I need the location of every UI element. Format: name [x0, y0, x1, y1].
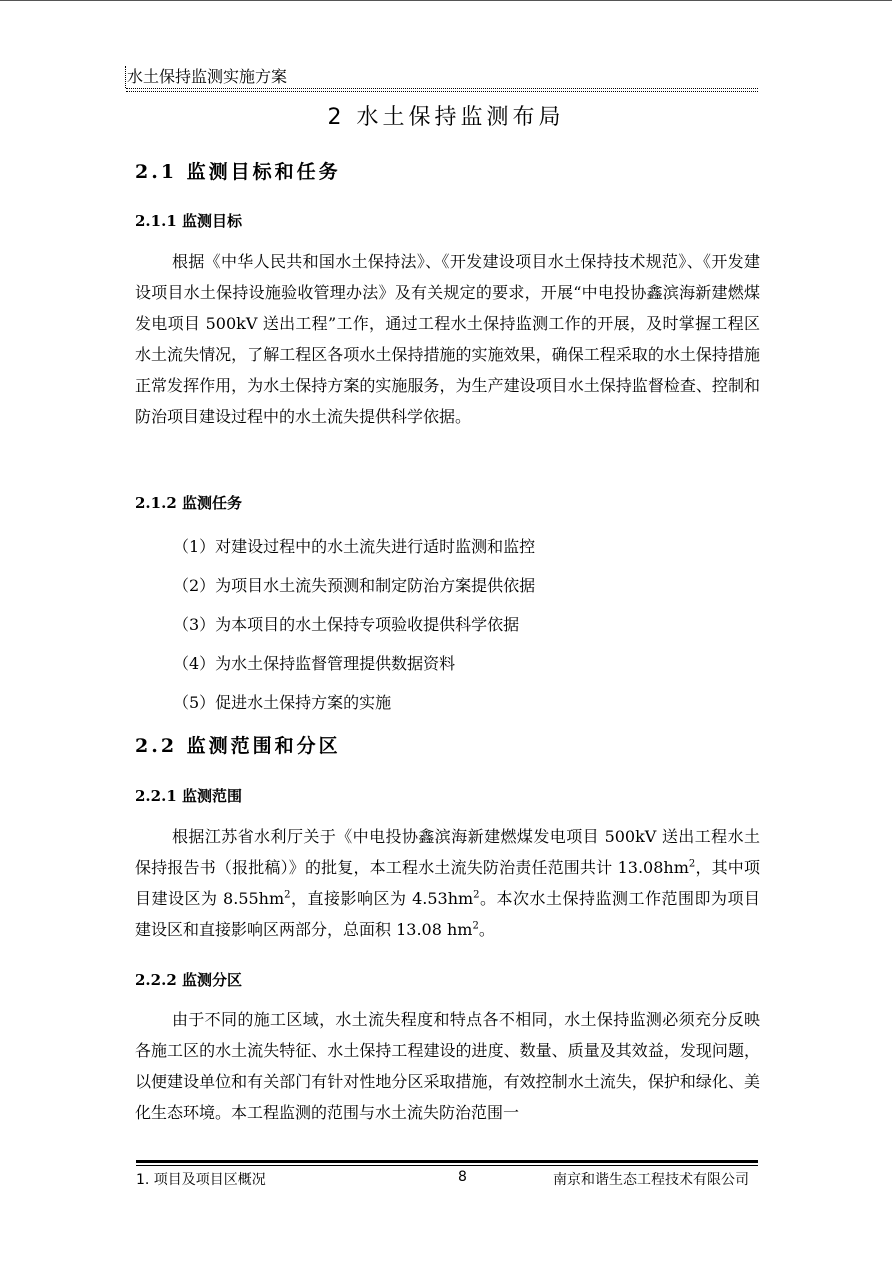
task-list-item: （4）为水土保持监督管理提供数据资料 [173, 654, 456, 673]
subsection-heading-2-2-1: 2.2.1 监测范围 [135, 787, 242, 805]
superscript: 2 [688, 858, 696, 870]
chapter-title: 2 水土保持监测布局 [327, 105, 565, 130]
paragraph-monitoring-goal: 根据《中华人民共和国水土保持法》、《开发建设项目水土保持技术规范》、《开发建设项目水土保持设施验收管理办法》及有关规定的要求，开展“中电投协鑫滨海新建燃煤发电项目 500kV 送出工程”工作，通过工程水土保持监测工作的开展，及时掌握工程区水土流失情况，了解工程区各项水土保持措施的实施效果，确保工程采取的水土保持措施正常发挥作用，为水土保持方案的实施服务，为生产建设项目水土保持监督检查、控制和防治项目建设过程中的水土流失提供科学依据。 [135, 252, 760, 426]
footer-chapter-label: 1. 项目及项目区概况 [136, 1172, 266, 1188]
scope-text-part: 。 [478, 920, 495, 939]
section-heading-2-1: 2.1 监测目标和任务 [135, 161, 341, 183]
footer-rule-thick [136, 1160, 758, 1163]
page-number: 8 [458, 1169, 467, 1185]
subsection-heading-2-1-1: 2.1.1 监测目标 [135, 212, 242, 230]
superscript: 2 [284, 889, 291, 901]
scope-text-part: 根据江苏省水利厅关于《中电投协鑫滨海新建燃煤发电项目 500kV 送出工程水土保持报告书（报批稿）》的批复，本工程水土流失防治责任范围共计 13.08hm [135, 827, 760, 877]
header-rule [126, 88, 758, 89]
header-rule-secondary [126, 91, 758, 92]
paragraph-monitoring-zones: 由于不同的施工区域，水土流失程度和特点各不相同，水土保持监测必须充分反映各施工区的水土流失特征、水土保持工程建设的进度、数量、质量及其效益，发现问题，以便建设单位和有关部门有针对性地分区采取措施，有效控制水土流失，保护和绿化、美化生态环境。本工程监测的范围与水土流失防治范围一 [135, 1010, 760, 1122]
footer-rule-thin [136, 1165, 758, 1166]
task-list-item: （3）为本项目的水土保持专项验收提供科学依据 [173, 615, 520, 634]
task-list-item: （2）为项目水土流失预测和制定防治方案提供依据 [173, 576, 536, 595]
task-list-item: （1）对建设过程中的水土流失进行适时监测和监控 [173, 537, 536, 556]
scope-text-part: ，直接影响区为 4.53hm [290, 889, 474, 908]
section-heading-2-2: 2.2 监测范围和分区 [135, 735, 341, 757]
superscript: 2 [472, 920, 479, 932]
scope-text-part: ，其中项目建设区为 8.55hm [135, 858, 760, 908]
subsection-heading-2-2-2: 2.2.2 监测分区 [135, 971, 242, 989]
scope-text-part: 。本次水土保持监测工作范围即为项目建设区和直接影响区两部分，总面积 13.08 hm [135, 889, 760, 939]
header-margin-mark [125, 66, 126, 88]
paragraph-monitoring-scope [135, 821, 760, 945]
footer-company-name: 南京和谐生态工程技术有限公司 [553, 1172, 749, 1188]
running-header-title: 水土保持监测实施方案 [127, 67, 288, 86]
subsection-heading-2-1-2: 2.1.2 监测任务 [135, 494, 242, 512]
task-list-item: （5）促进水土保持方案的实施 [173, 693, 392, 712]
page-top-border [0, 0, 892, 1]
superscript: 2 [473, 889, 480, 901]
